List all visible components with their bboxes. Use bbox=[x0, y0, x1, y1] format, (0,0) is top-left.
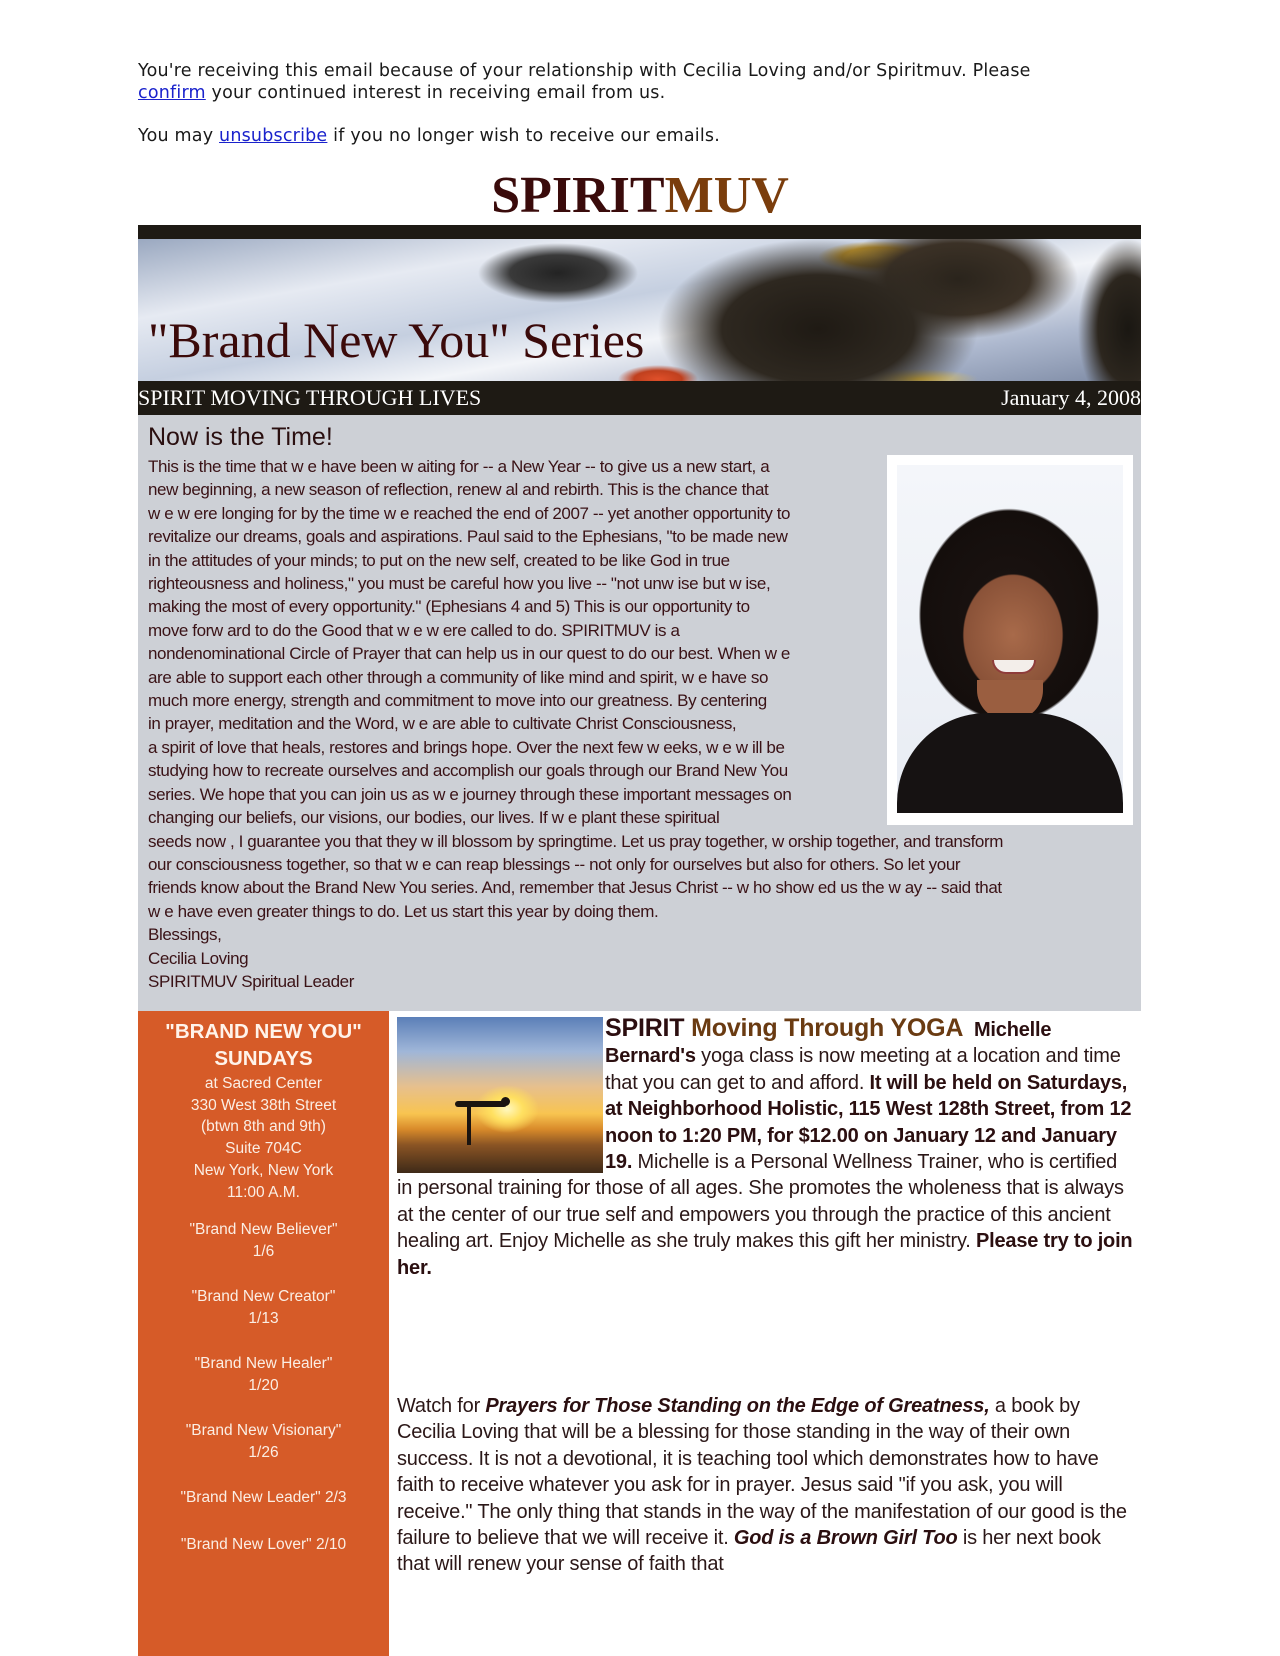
email-notice bbox=[138, 60, 1098, 147]
portrait-shoulders bbox=[897, 713, 1123, 813]
article-line: friends know about the Brand New You series. And, remember that Jesus Christ -- w ho show ed us the w ay -- said that bbox=[148, 878, 1002, 898]
signoff-name: Cecilia Loving bbox=[148, 948, 249, 968]
article-line: nondenominational Circle of Prayer that can help us in our quest to do our best. When w e bbox=[148, 644, 790, 664]
instructor-name: Michelle Bernard's bbox=[605, 1019, 1052, 1068]
session-item: "Brand New Visionary" 1/26 bbox=[185, 1422, 342, 1461]
yoga-announcement: SPIRIT Moving Through YOGA Michelle Bernard's yoga class is now meeting at a location and time that you can get to and afford. It will be held on Saturdays, at Neighborhood Holistic, 115 West 128th Street, from 12 noon to 1:20 PM, for $12.00 on January 12 and January 19. Michelle is a Personal Wellness Trainer, who is certified in personal training for those of all ages. She promotes the wholeness that is always at the center of our true self and empowers you through the practice of this ancient healing art. Enjoy Michelle as she truly makes this gift her ministry. Please try to join her. bbox=[397, 1014, 1133, 1279]
unsubscribe-link[interactable]: unsubscribe bbox=[219, 126, 328, 146]
book-title-brown-girl: God is a Brown Girl Too bbox=[733, 1527, 958, 1550]
article-line: changing our beliefs, our visions, our bodies, our lives. If w e plant these spiritual bbox=[148, 808, 720, 828]
session-item: "Brand New Creator" 1/13 bbox=[191, 1288, 336, 1327]
sidebar-heading: "BRAND NEW YOU" SUNDAYS bbox=[165, 1020, 362, 1070]
article-line: This is the time that w e have been w aiting for -- a New Year -- to give us a new start, a bbox=[148, 457, 770, 476]
spiritmuv-logo: SPIRITMUV bbox=[491, 167, 789, 224]
venue-address: at Sacred Center 330 West 38th Street (btwn 8th and 9th) Suite 704C New York, New York 11:00 A.M. bbox=[190, 1075, 337, 1201]
leader-photo bbox=[887, 455, 1133, 825]
article-line: revitalize our dreams, goals and aspirations. Paul said to the Ephesians, "to be made new bbox=[148, 527, 788, 547]
session-item: "Brand New Lover" 2/10 bbox=[180, 1536, 347, 1553]
article-line: our consciousness together, so that w e can reap blessings -- not only for ourselves but also for others. So let your bbox=[148, 854, 961, 874]
join-call: Please try to join her. bbox=[397, 1230, 1133, 1279]
book-title-prayers: Prayers for Those Standing on the Edge of Greatness, bbox=[485, 1395, 990, 1417]
book-announcement: Watch for Prayers for Those Standing on the Edge of Greatness, a book by Cecilia Loving that will be a blessing for those standing in the way of their own success. It is not a devotional, it is teaching tool which demonstrates how to have faith to receive whatever you ask for in prayer. Jesus said "if you ask, you will receive." The only thing that stands in the way of the manifestation of our good is the failure to believe that we will receive it. God is a Brown Girl Too is her next book that will renew your sense of faith that bbox=[397, 1395, 1127, 1576]
session-item: "Brand New Healer" 1/20 bbox=[194, 1355, 333, 1394]
portrait-image bbox=[897, 465, 1123, 813]
series-title: "Brand New You" Series bbox=[148, 312, 645, 368]
class-details: It will be held on Saturdays, at Neighborhood Holistic, 115 West 128th Street, from 12 noon to 1:20 PM, for $12.00 on January 12 and January 19. bbox=[605, 1071, 1132, 1174]
article-title: Now is the Time! bbox=[148, 423, 333, 451]
confirm-notice: You're receiving this email because of your relationship with Cecilia Loving and/or Spiritmuv. Please confirm your continued interest in receiving email from us. bbox=[138, 61, 1031, 103]
unsubscribe-notice: You may unsubscribe if you no longer wish to receive our emails. bbox=[138, 126, 721, 146]
confirm-link[interactable]: confirm bbox=[138, 83, 206, 103]
article-line: making the most of every opportunity." (Ephesians 4 and 5) This is our opportunity to bbox=[148, 597, 750, 617]
article-line: righteousness and holiness," you must be careful how you live -- "not unw ise but w ise, bbox=[148, 574, 771, 594]
yoga-heading: Moving Through YOGA bbox=[684, 1014, 964, 1042]
article-line: much more energy, strength and commitment to move into our greatness. By centering bbox=[148, 691, 767, 711]
article-line: w e have even greater things to do. Let us start this year by doing them. bbox=[148, 901, 659, 921]
article-line: a spirit of love that heals, restores and brings hope. Over the next few w eeks, w e w ill be bbox=[148, 737, 785, 757]
signoff-blessings: Blessings, bbox=[148, 925, 222, 945]
signoff-role: SPIRITMUV Spiritual Leader bbox=[148, 971, 354, 991]
issue-date: January 4, 2008 bbox=[1001, 385, 1141, 410]
article-line: move forw ard to do the Good that w e w ere called to do. SPIRITMUV is a bbox=[148, 620, 680, 640]
image-spacer bbox=[397, 1015, 605, 1173]
article-line: new beginning, a new season of reflection, renew al and rebirth. This is the chance that bbox=[148, 480, 769, 500]
session-item: "Brand New Believer" 1/6 bbox=[189, 1221, 338, 1260]
tagline: SPIRIT MOVING THROUGH LIVES bbox=[138, 385, 482, 410]
yoga-heading-spirit: SPIRIT bbox=[605, 1014, 685, 1042]
portrait-smile bbox=[992, 660, 1036, 674]
article-line: seeds now , I guarantee you that they w ill blossom by springtime. Let us pray together, w orship together, and transform bbox=[148, 831, 1003, 851]
sundays-sidebar bbox=[138, 1011, 389, 1656]
river-rocks-image bbox=[138, 239, 1141, 381]
article-line: in the attitudes of your minds; to put on the new self, created to be like God in true bbox=[148, 550, 730, 570]
article-line: in prayer, meditation and the Word, w e are able to cultivate Christ Consciousness, bbox=[148, 714, 737, 734]
article-line: w e w ere longing for by the time w e reached the end of 2007 -- yet another opportunity to bbox=[148, 503, 791, 523]
banner-bar bbox=[138, 381, 1141, 415]
article-line: series. We hope that you can join us as w e journey through these important messages on bbox=[148, 784, 792, 804]
article-line: are able to support each other through a community of like mind and spirit, w e have so bbox=[148, 667, 769, 687]
session-item: "Brand New Leader" 2/3 bbox=[180, 1489, 347, 1506]
header-banner bbox=[138, 225, 1141, 415]
article-line: studying how to recreate ourselves and accomplish our goals through our Brand New You bbox=[148, 761, 788, 781]
